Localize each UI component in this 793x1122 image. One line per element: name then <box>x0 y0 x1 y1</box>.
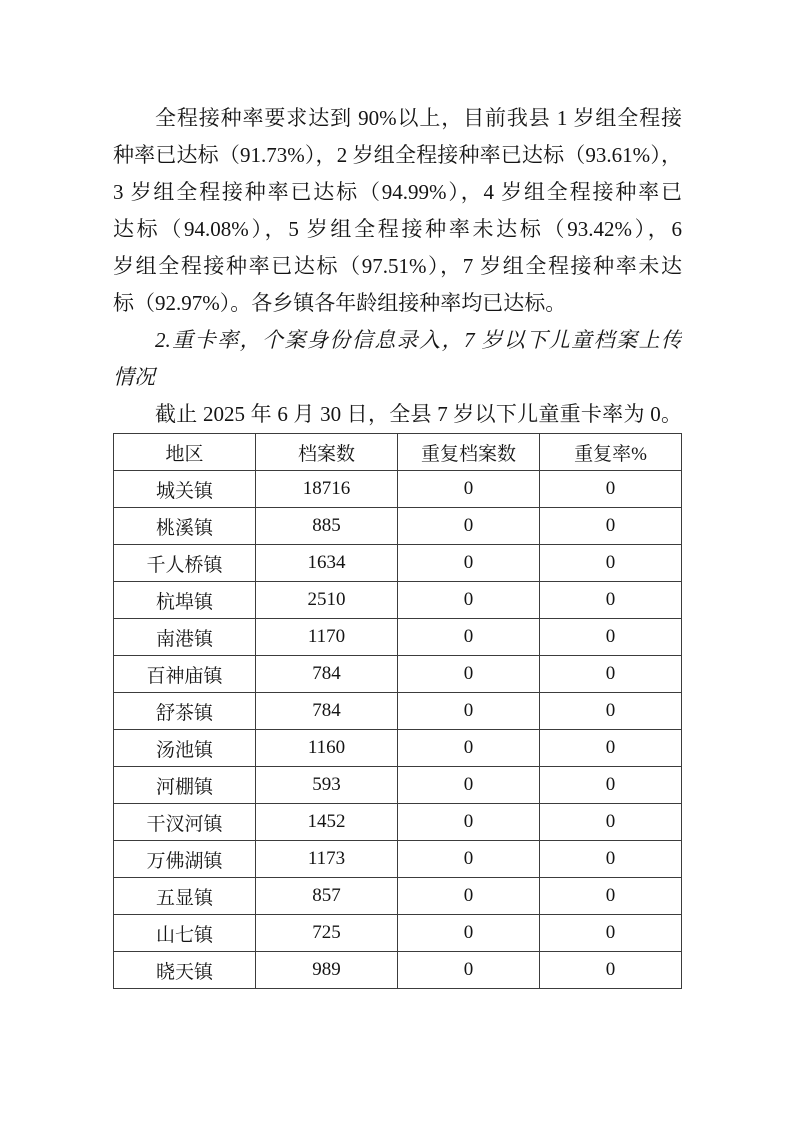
duplicates-cell: 0 <box>398 730 540 767</box>
table-row <box>114 508 682 545</box>
duplicate-rate-cell: 0 <box>540 878 682 915</box>
archives-cell: 857 <box>256 878 398 915</box>
header-cell-archives: 档案数 <box>256 434 398 471</box>
table-row <box>114 582 682 619</box>
duplicate-rate-cell: 0 <box>540 730 682 767</box>
table-row <box>114 878 682 915</box>
duplicate-rate-cell: 0 <box>540 804 682 841</box>
archives-cell: 784 <box>256 656 398 693</box>
archives-cell: 1173 <box>256 841 398 878</box>
table-body <box>114 471 682 989</box>
table-row <box>114 804 682 841</box>
region-cell: 山七镇 <box>114 915 256 952</box>
archives-cell: 18716 <box>256 471 398 508</box>
paragraph-line: 全程接种率要求达到 90%以上，目前我县 1 岁组全程接 <box>155 106 682 130</box>
archives-cell: 1160 <box>256 730 398 767</box>
duplicates-cell: 0 <box>398 508 540 545</box>
region-cell: 汤池镇 <box>114 730 256 767</box>
duplicates-cell: 0 <box>398 952 540 989</box>
region-cell: 五显镇 <box>114 878 256 915</box>
region-cell: 桃溪镇 <box>114 508 256 545</box>
lead-sentence: 截止 2025 年 6 月 30 日，全县 7 岁以下儿童重卡率为 0。 <box>155 402 682 426</box>
duplicates-cell: 0 <box>398 619 540 656</box>
table-row <box>114 545 682 582</box>
header-cell-region: 地区 <box>114 434 256 471</box>
region-cell: 万佛湖镇 <box>114 841 256 878</box>
paragraph-line: 岁组全程接种率已达标（97.51%），7 岁组全程接种率未达 <box>113 254 682 278</box>
paragraph-line: 标（92.97%）。各乡镇各年龄组接种率均已达标。 <box>113 291 567 315</box>
table-row <box>114 619 682 656</box>
table-row <box>114 471 682 508</box>
duplicate-card-rate-table <box>113 433 682 989</box>
section-heading-line: 2.重卡率，个案身份信息录入，7 岁以下儿童档案上传 <box>155 328 682 352</box>
table-row <box>114 693 682 730</box>
table-row <box>114 952 682 989</box>
archives-cell: 725 <box>256 915 398 952</box>
archives-cell: 1634 <box>256 545 398 582</box>
duplicates-cell: 0 <box>398 878 540 915</box>
table-header <box>114 434 682 471</box>
duplicate-rate-cell: 0 <box>540 582 682 619</box>
section-heading-line: 情况 <box>113 365 155 389</box>
duplicate-rate-cell: 0 <box>540 767 682 804</box>
duplicates-cell: 0 <box>398 656 540 693</box>
region-cell: 河棚镇 <box>114 767 256 804</box>
section-heading <box>113 322 682 396</box>
table-row <box>114 915 682 952</box>
region-cell: 晓天镇 <box>114 952 256 989</box>
duplicates-cell: 0 <box>398 582 540 619</box>
archives-cell: 885 <box>256 508 398 545</box>
duplicate-rate-cell: 0 <box>540 508 682 545</box>
paragraph-line: 3 岁组全程接种率已达标（94.99%），4 岁组全程接种率已 <box>113 180 682 204</box>
duplicates-cell: 0 <box>398 841 540 878</box>
paragraph-line: 种率已达标（91.73%），2 岁组全程接种率已达标（93.61%）， <box>113 143 682 167</box>
duplicate-rate-cell: 0 <box>540 952 682 989</box>
table-row <box>114 767 682 804</box>
region-cell: 杭埠镇 <box>114 582 256 619</box>
region-cell: 南港镇 <box>114 619 256 656</box>
archives-cell: 593 <box>256 767 398 804</box>
region-cell: 城关镇 <box>114 471 256 508</box>
archives-cell: 784 <box>256 693 398 730</box>
duplicates-cell: 0 <box>398 767 540 804</box>
archives-cell: 1170 <box>256 619 398 656</box>
table-header-row <box>114 434 682 471</box>
region-cell: 千人桥镇 <box>114 545 256 582</box>
duplicates-cell: 0 <box>398 471 540 508</box>
duplicate-rate-cell: 0 <box>540 841 682 878</box>
header-cell-duplicates: 重复档案数 <box>398 434 540 471</box>
table-row <box>114 730 682 767</box>
duplicate-rate-cell: 0 <box>540 915 682 952</box>
paragraph-line: 达标（94.08%），5 岁组全程接种率未达标（93.42%），6 <box>113 217 682 241</box>
duplicate-rate-cell: 0 <box>540 619 682 656</box>
vaccination-rate-paragraph <box>113 100 682 322</box>
duplicate-rate-cell: 0 <box>540 471 682 508</box>
region-cell: 百神庙镇 <box>114 656 256 693</box>
duplicates-cell: 0 <box>398 915 540 952</box>
duplicate-rate-cell: 0 <box>540 693 682 730</box>
duplicates-cell: 0 <box>398 545 540 582</box>
table-row <box>114 656 682 693</box>
archives-cell: 989 <box>256 952 398 989</box>
duplicates-cell: 0 <box>398 804 540 841</box>
table-row <box>114 841 682 878</box>
duplicate-rate-cell: 0 <box>540 656 682 693</box>
duplicate-rate-cell: 0 <box>540 545 682 582</box>
duplicates-cell: 0 <box>398 693 540 730</box>
archives-cell: 1452 <box>256 804 398 841</box>
archives-cell: 2510 <box>256 582 398 619</box>
region-cell: 舒茶镇 <box>114 693 256 730</box>
header-cell-duplicate-rate: 重复率% <box>540 434 682 471</box>
region-cell: 干汊河镇 <box>114 804 256 841</box>
